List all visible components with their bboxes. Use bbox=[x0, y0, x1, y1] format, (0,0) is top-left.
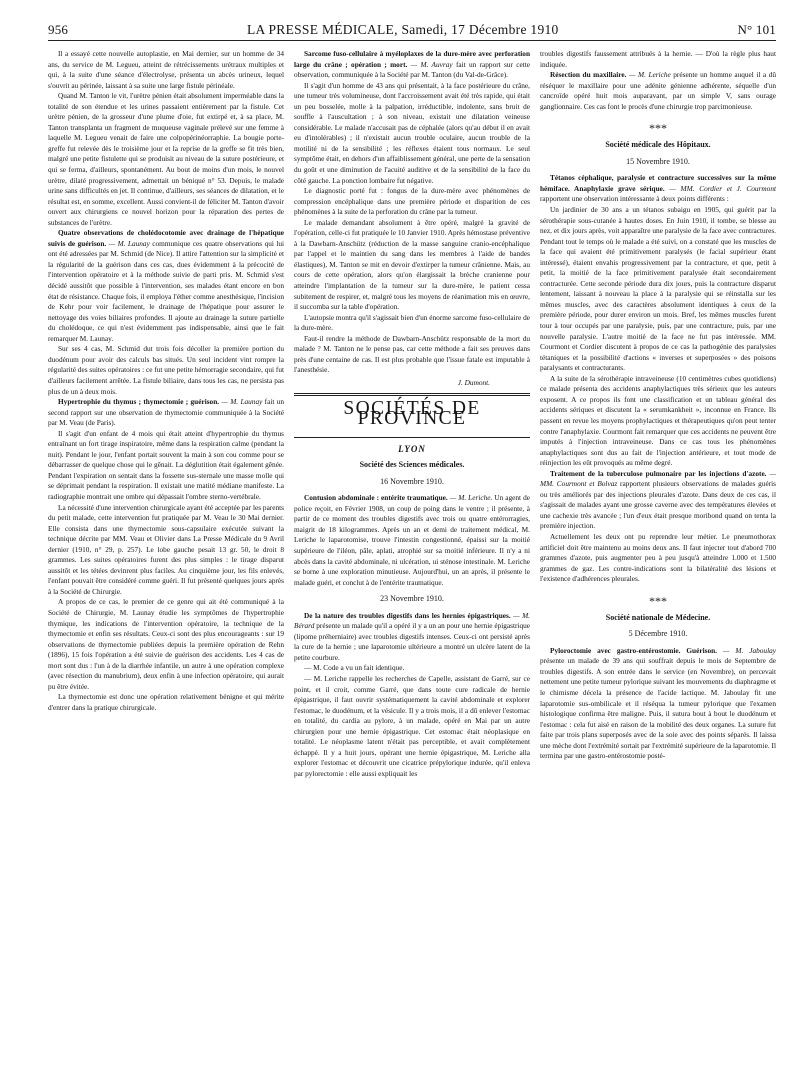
column-1 bbox=[48, 49, 284, 1077]
author: — M. Auvray bbox=[410, 59, 453, 69]
heading-text: Contusion abdominale : entérite traumatique. bbox=[304, 493, 448, 503]
session-date: 5 Décembre 1910. bbox=[628, 629, 688, 639]
author: — M. Leriche. bbox=[449, 493, 493, 503]
heading-text: De la nature des troubles digestifs dans les hernies épigastriques. bbox=[304, 610, 511, 620]
section-heading bbox=[294, 49, 530, 81]
section-heading bbox=[540, 173, 776, 205]
paragraph: Il s'agit d'un enfant de 4 mois qui était atteint d'hypertrophie du thymus entraînant un fort tirage inspiratoire, même dans la respiration calme (pendant la nuit). Pendant le jour, l'enfant portait souvent la main à son cou comme pour se débarrasser de quelque chose qui le gênait. La déglutition était également gênée. Pendant l'expiration on sentait dans la fossette sus-sternale une masse molle qui se déprimait pendant la respiration. Il existait une matité médiane manifeste. La radiographie montrait une ombre qui dépassait l'ombre sterno-vertébrale. bbox=[48, 428, 284, 501]
paragraph: — M. Code a vu un fait identique. bbox=[304, 663, 405, 673]
session-date: 23 Novembre 1910. bbox=[380, 594, 444, 604]
journal-title: LA PRESSE MÉDICALE, Samedi, 17 Décembre 1910 bbox=[246, 22, 559, 37]
paragraph-text: fait un rapport sur cette observation, communiquée à la Société par M. Tanton (du Val-de-Grâce). bbox=[294, 59, 530, 80]
paragraph: Il a essayé cette nouvelle autoplastie, en Mai dernier, sur un homme de 34 ans, du service de M. Legueu, atteint de rétrécissements urétraux multiples et qui, à la suite d'une séance d'électrolyse, présenta un abcès urineux, lequel s'ouvrit au périnée, laissant à sa suite une large fistule périnéale. bbox=[48, 49, 284, 90]
paragraph: Sur ses 4 cas, M. Schmid dut trois fois décoller la première portion du duodénum pour avoir des calculs bas situés. Un seul incident vint rompre la régularité des suites opératoires : ce fut une petite hémorragie secondaire, qui fut d'ailleurs facilement arrêtée. La fistule biliaire, dans tous les cas, ne persista pas plus de un à deux mois. bbox=[48, 344, 284, 396]
page-header bbox=[48, 22, 776, 41]
society-heading: Société nationale de Médecine. bbox=[605, 612, 711, 622]
paragraph-text: rapportent une observation intéressante à deux points différents : bbox=[540, 194, 729, 204]
section-heading bbox=[48, 228, 284, 344]
heading-text: Traitement de la tuberculose pulmonaire par les injections d'azote. bbox=[550, 468, 767, 478]
heading-text: Quatre observations de cholédocotomie avec drainage de l'hépatique suivis de guérison. bbox=[48, 228, 284, 248]
city-heading: LYON bbox=[398, 443, 426, 454]
heading-text: Pyloroctomie avec gastro-entérostomie. Guérison. bbox=[550, 645, 717, 655]
section-heading bbox=[294, 493, 530, 588]
section-divider bbox=[294, 437, 530, 438]
heading-text: Sarcome fuso-cellulaire à myéloplaxes de la dure-mère avec perforation large du crâne ; opération ; mort. bbox=[294, 49, 530, 69]
paragraph: Le diagnostic porté fut : fongus de la dure-mère avec phénomènes de compression encéphalique dans une première période et disparition de ces phénomènes à la suite de la perforation du crâne par la tumeur. bbox=[294, 186, 530, 217]
paragraph-text: fait un second rapport sur une observation de thymectomie communiquée à la Société par M. Veau (de Paris). bbox=[48, 397, 284, 428]
paragraph: L'autopsie montra qu'il s'agissait bien d'un énorme sarcome fuso-cellulaire de la dure-mère. bbox=[294, 312, 530, 333]
paragraph: Le malade demandant absolument à être opéré, malgré la gravité de l'opération, celle-ci fut pratiquée le 10 Janvier 1910. Après hémostase préventive à la Dawbarn-Anschütz (réduction de la masse sanguine cranio-encéphalique par l'appel et le maintien du sang dans les membres à l'aide de bandes élastiques), M. Tanton se mit en devoir d'extirper la tumeur crânienne. Mais, au cours de cette opération, alors qu'on élargissait la brèche cranienne pour atteindre l'implantation de la tumeur sur la dure-mère, le patient cessa subitement de respirer, et, malgré tous les moyens de réanimation mis en œuvre, il succomba sur la table d'opération. bbox=[294, 217, 530, 312]
paragraph: Actuellement les deux ont pu reprendre leur métier. Le pneumothorax artificiel doit être maintenu au moins deux ans. Il faut injecter tout d'abord 700 grammes d'azote, puis augmenter peu à peu jusqu'à atteindre 1.000 et 1.500 grammes de gaz. Les contre-indications sont la bilatéralité des lésions et l'existence d'adhérences pleurales. bbox=[540, 531, 776, 584]
article-columns bbox=[48, 49, 776, 1077]
section-heading bbox=[540, 70, 776, 112]
paragraph: La thymectomie est donc une opération relativement bénigne et qui mérite d'entrer dans la pratique chirurgicale. bbox=[48, 692, 284, 712]
section-heading bbox=[294, 611, 530, 664]
author: — M. Leriche bbox=[629, 70, 671, 80]
society-heading: Société médicale des Hôpitaux. bbox=[605, 140, 711, 150]
paragraph: Faut-il rendre la méthode de Dawbarn-Anschütz responsable de la mort du malade ? M. Tanton ne le pense pas, car cette méthode a fait ses preuves dans près d'une centaine de cas. Il est plus probable que l'issue fatale est imputable à l'anesthésie. bbox=[294, 333, 530, 375]
section-title: SOCIÉTÉS DE PROVINCE bbox=[343, 397, 481, 430]
page-number: 956 bbox=[48, 22, 69, 37]
paragraph: A la suite de la sérothérapie intraveineuse (10 centimètres cubes quotidiens) ce malade présenta des accidents anaphylactiques très sérieux que les auteurs exposent. A ce propos ils font une classification et un tableau général des accidents sériques et discutent la « serumkankheit », inconnue en France. Ils passent en revue les moyens prophylactiques et thérapeutiques qu'on peut tenter contre l'anaphylaxie. Courmont fait remarquer que ces accidents ne peuvent être imputés à l'injection intraveineuse. Dans ce cas tous les phénomènes anaphylactiques sont dus au fait de l'injection antérieure, et tout mode de réinjection les eût provoqués au même degré. bbox=[540, 373, 776, 468]
paragraph-text: présente un malade qu'il a opéré il y a un an pour une hernie épigastrique (lipome préherniaire) avec troubles digestifs intenses. Ceux-ci ont persisté après la cure de la hernie ; une laparotomie ultérieure a montré un ulcère latent de la petite courbure. bbox=[294, 621, 530, 662]
section-heading bbox=[540, 646, 776, 762]
signature: J. Dumont. bbox=[457, 377, 490, 387]
session-date: 15 Novembre 1910. bbox=[626, 156, 690, 166]
heading-text: Tétanos céphalique, paralysie et contracture successives sur la même hémiface. Anaphylaxie grave sérique. bbox=[540, 173, 776, 193]
paragraph-text: communique ces quatre observations qui lui ont été adressées par M. Schmid (de Nice). Il attire l'attention sur la simplicité et la régularité de la guérison dans ces cas, dues évidemment à la précocité de l'intervention opératoire et à la méthode suivie de parti pris. M. Schmid s'est décidé aussitôt que possible à l'intervention, ses malades étant encore en bon état de résistance. Chaque fois, il employa l'éther comme anesthésique, l'incision de Kehr pour voir facilement, le drainage de l'hépatique pour assurer le nettoyage des voies biliaires profondes. Il ajoute au drainage la suture partielle du cholédoque, ce qui n'est évidemment pas indispensable, ainsi que le fait remarquer M. Launay. bbox=[48, 238, 284, 343]
column-2 bbox=[294, 49, 530, 1077]
paragraph-text: présente un malade de 39 ans qui souffrait depuis le mois de Septembre de troubles digestifs. A son entrée dans le service (en Novembre), on percevait nettement une petite tumeur pylorique suivant les mouvements du diaphragme et le chimisme décela la présence de l'acide lactique. M. Jaboulay fit une laparotomie sus-ombilicale et il réséqua la tumeur pylorique que l'examen histologique confirma être maligne. Puis, il sutura bout à bout le duodénum et l'estomac : cela fut aisé en raison de la mobilité des deux organes. La suture fut faite par trois plans superposés avec de la soie avec des points séparés. Il laissa une mèche dont l'extrémité sortait par l'extrémité supérieure de la laparotomie. Il termina par une gastro-entérostomie posté- bbox=[540, 656, 776, 761]
paragraph: La nécessité d'une intervention chirurgicale ayant été acceptée par les parents du petit malade, cette intervention fut pratiquée par M. Veau le 30 Mai dernier. Elle consista dans une thymectomie sous-capsulaire exécutée suivant la technique décrite par MM. Veau et Olivier dans La Presse Médicale du 9 Avril dernier (1910, n° 29, p. 257). Le lobe gauche pesait 13 gr. 50, le droit 8 grammes. Les suites opératoires furent des plus simples : le tirage disparut aussitôt et les tétées devinrent plus faciles. Au cinquième jour, les fils enlevés, l'enfant pouvait être considéré comme guéri. Il fut présenté quelques jours après à la Société de Chirurgie. bbox=[48, 502, 284, 596]
paragraph: troubles digestifs faussement attribués à la hernie. — D'où la règle plus haut indiquée. bbox=[540, 49, 776, 69]
session-date: 16 Novembre 1910. bbox=[380, 476, 444, 486]
section-divider bbox=[294, 393, 530, 396]
heading-text: Hypertrophie du thymus ; thymectomie ; guérison. bbox=[58, 397, 220, 407]
paragraph: Il s'agit d'un homme de 43 ans qui présentait, à la face postérieure du crâne, une tumeur très volumineuse, dont l'accroissement avait été très rapide, qui était un peu bosselée, molle à la palpation, irréductible, indolente, sans bruit de souffle à l'auscultation ; à son niveau, existait une dilatation veineuse considérable. Le malade n'accusait pas de céphalée (alors qu'au début il en avait eu d'intolérables) ; il n'existait aucun trouble oculaire, aucun trouble de la motilité ni de la sensibilité ; les réflexes étaient tous normaux. Le seul symptôme était, en dehors d'un affaiblissement général, une perte de la sensation du goût et une diminution de l'acuité auditive et de la sensibilité de la face du côté gauche. La ponction lombaire fut négative. bbox=[294, 80, 530, 185]
paragraph: Un jardinier de 30 ans a un tétanos subaigu en 1905, qui guérit par la sérothérapie sous-cutanée à hautes doses. En Juin 1910, il tombe, se blesse au nez, et dix jours après, voit apparaître une paralysie de la face avec contractures. Pendant tout le temps où le malade a été suivi, on a constaté que les muscles de la face qui avaient été primitivement paralysés (le facial supérieur étant intéressé), étaient envahis progressivement par la contracture, et que, petit à petit, la moitié de la face primitivement paralysée était secondairement contracturée. Cette seconde période dura dix jours, puis la contracture disparut lentement, laissant à nouveau la place à la paralysie qui se réinstalla sur les mêmes muscles, avec des caractères absolument identiques à ceux de la première période, pour durer environ un mois. Bref, les mêmes muscles furent tour à tour occupés par une paralysie, puis, par une contracture, puis, par une nouvelle paralysie. L'autre moitié de la face ne fut pas intéressée. MM. Courmont et Cordier discutent à propos de ce cas la pathogénie des paralysies tétaniques et la possibilité d'actions « inverses et superposées » des poisons paralysants et contracturants. bbox=[540, 205, 776, 373]
paragraph: A propos de ce cas, le premier de ce genre qui ait été communiqué à la Société de Chirurgie, M. Launay étudie les symptômes de l'hypertrophie thymique, les indications de l'intervention opératoire, la technique de la thymectomie et enfin ses résultats. Ceux-ci sont des plus encourageants : sur 19 observations de thymectomie publiées depuis la première opération de Rehn (1896), 15 fois l'opération a été suivie de guérison des accidents. Les 4 cas de mort sont dus : l'un à de la diarrhée infantile, un autre à une opération complexe (avec résection du manubrium), deux enfin à une infection opératoire, qui aurait pu être évitée. bbox=[48, 597, 284, 691]
author: — M. Launay bbox=[108, 238, 150, 248]
heading-text: Résection du maxillaire. bbox=[550, 70, 627, 80]
author: — MM. Cordier et J. Courmont bbox=[669, 183, 776, 193]
column-3 bbox=[540, 49, 776, 1077]
paragraph: — M. Leriche rappelle les recherches de Capelle, assistant de Garré, sur ce point, et il croit, comme Garré, que dans toute cure radicale de hernie épigastrique, il faut ouvrir systématiquement la cavité abdominale et explorer l'estomac, le duodénum, et la vésicule. Il y a trois mois, il a dû enlever l'estomac en totalité, du cardia au pylore, à un malade, opéré en Mai par un autre chirurgien pour une hernie épigastrique. Cet estomac était néoplasique en totalité. Le néoplasme latent n'était pas perceptible, et avait complètement échappé. Il y a huit jours, opérant une hernie épigastrique, M. Leriche alla explorer l'estomac et découvrit une cicatrice prépylorique indurée, qu'il enleva par pylorectomie : elle aussi expliquait les bbox=[294, 673, 530, 778]
section-separator-stars: *** bbox=[649, 593, 667, 608]
paragraph-text: rapportent plusieurs observations de malades guéris ou très améliorés par des injections pleurales d'azote. Dans deux de ces cas, il s'agissait de malades ayant une grosse caverne avec des températures élevées et une cachexie très avancée ; l'un d'eux était presque moribond quand on tenta la première injection. bbox=[540, 479, 776, 531]
paragraph: Quand M. Tanton le vit, l'urètre pénien était absolument imperméable dans la totalité de son étendue et les urines passaient entièrement par la fistule. Cet urètre pénien, de la grosseur d'une plume d'oie, fut extirpé et, à sa place, M. Tanton transplanta un fragment de muqueuse vaginale prélevé sur une femme à laquelle M. Legueu venait de faire une colpopérinéorraphie. La bougie porte-greffe fut relevée dès le troisième jour et la reprise de la greffe se fit très bien, malgré une petite fistulette qui se produisit au niveau de la suture postérieure, et qui se ferma, d'ailleurs, spontanément. Au bout de moins d'un mois, le nouvel urètre, dilaté progressivement, admettait un béniqué n° 53. Depuis, le malade urine sans difficultés en jet. Il continue, d'ailleurs, ses séances de dilatation, et le résultat est, en somme, excellent. Aussi convient-il de féliciter M. Tanton d'avoir ouvert aux chirurgiens ce nouvel horizon pour la réparation des pertes de substances de l'urètre. bbox=[48, 91, 284, 227]
section-heading bbox=[540, 469, 776, 532]
paragraph-text: présente un homme auquel il a dû réséquer le maxillaire pour une adénite génienne adhérente, séquelle d'un cancroïde opéré huit mois auparavant, par un simple V, sans ourage ganglionnaire. Ces cas font le procès d'une chirurgie trop parcimonieuse. bbox=[540, 70, 776, 111]
issue-number: N° 101 bbox=[737, 22, 776, 37]
author: — M. Launay bbox=[221, 397, 263, 407]
section-heading bbox=[48, 397, 284, 429]
section-separator-stars: *** bbox=[649, 121, 667, 136]
author: — MM. Courmont et Bolvaz bbox=[540, 468, 776, 489]
author: — M. Bérard bbox=[294, 610, 530, 631]
society-heading: Société des Sciences médicales. bbox=[359, 460, 465, 470]
author: — M. Jaboulay bbox=[722, 645, 776, 655]
paragraph-text: Un agent de police reçoit, en Février 1908, un coup de poing dans le ventre ; il présente, à partir de ce moment des troubles digestifs avec trois ou quatre entérorragies, maigrit de 18 kilogrammes. Après un an et demi de traitement médical, M. Leriche le laparotomise, trouve l'intestin congestionné, épaissi sur la moitié supérieure de l'iléon, pâle, aplati, atrophié sur sa moitié inférieure. Il n'y a ni abcès dans la cavité abdominale, ni ulcération, ui sténose intestinale. M. Leriche se borne à une exploration minutieuse. Aujourd'hui, un an après, il présente le malade guéri, et conclut à de l'entérite traumatique. bbox=[294, 493, 530, 587]
